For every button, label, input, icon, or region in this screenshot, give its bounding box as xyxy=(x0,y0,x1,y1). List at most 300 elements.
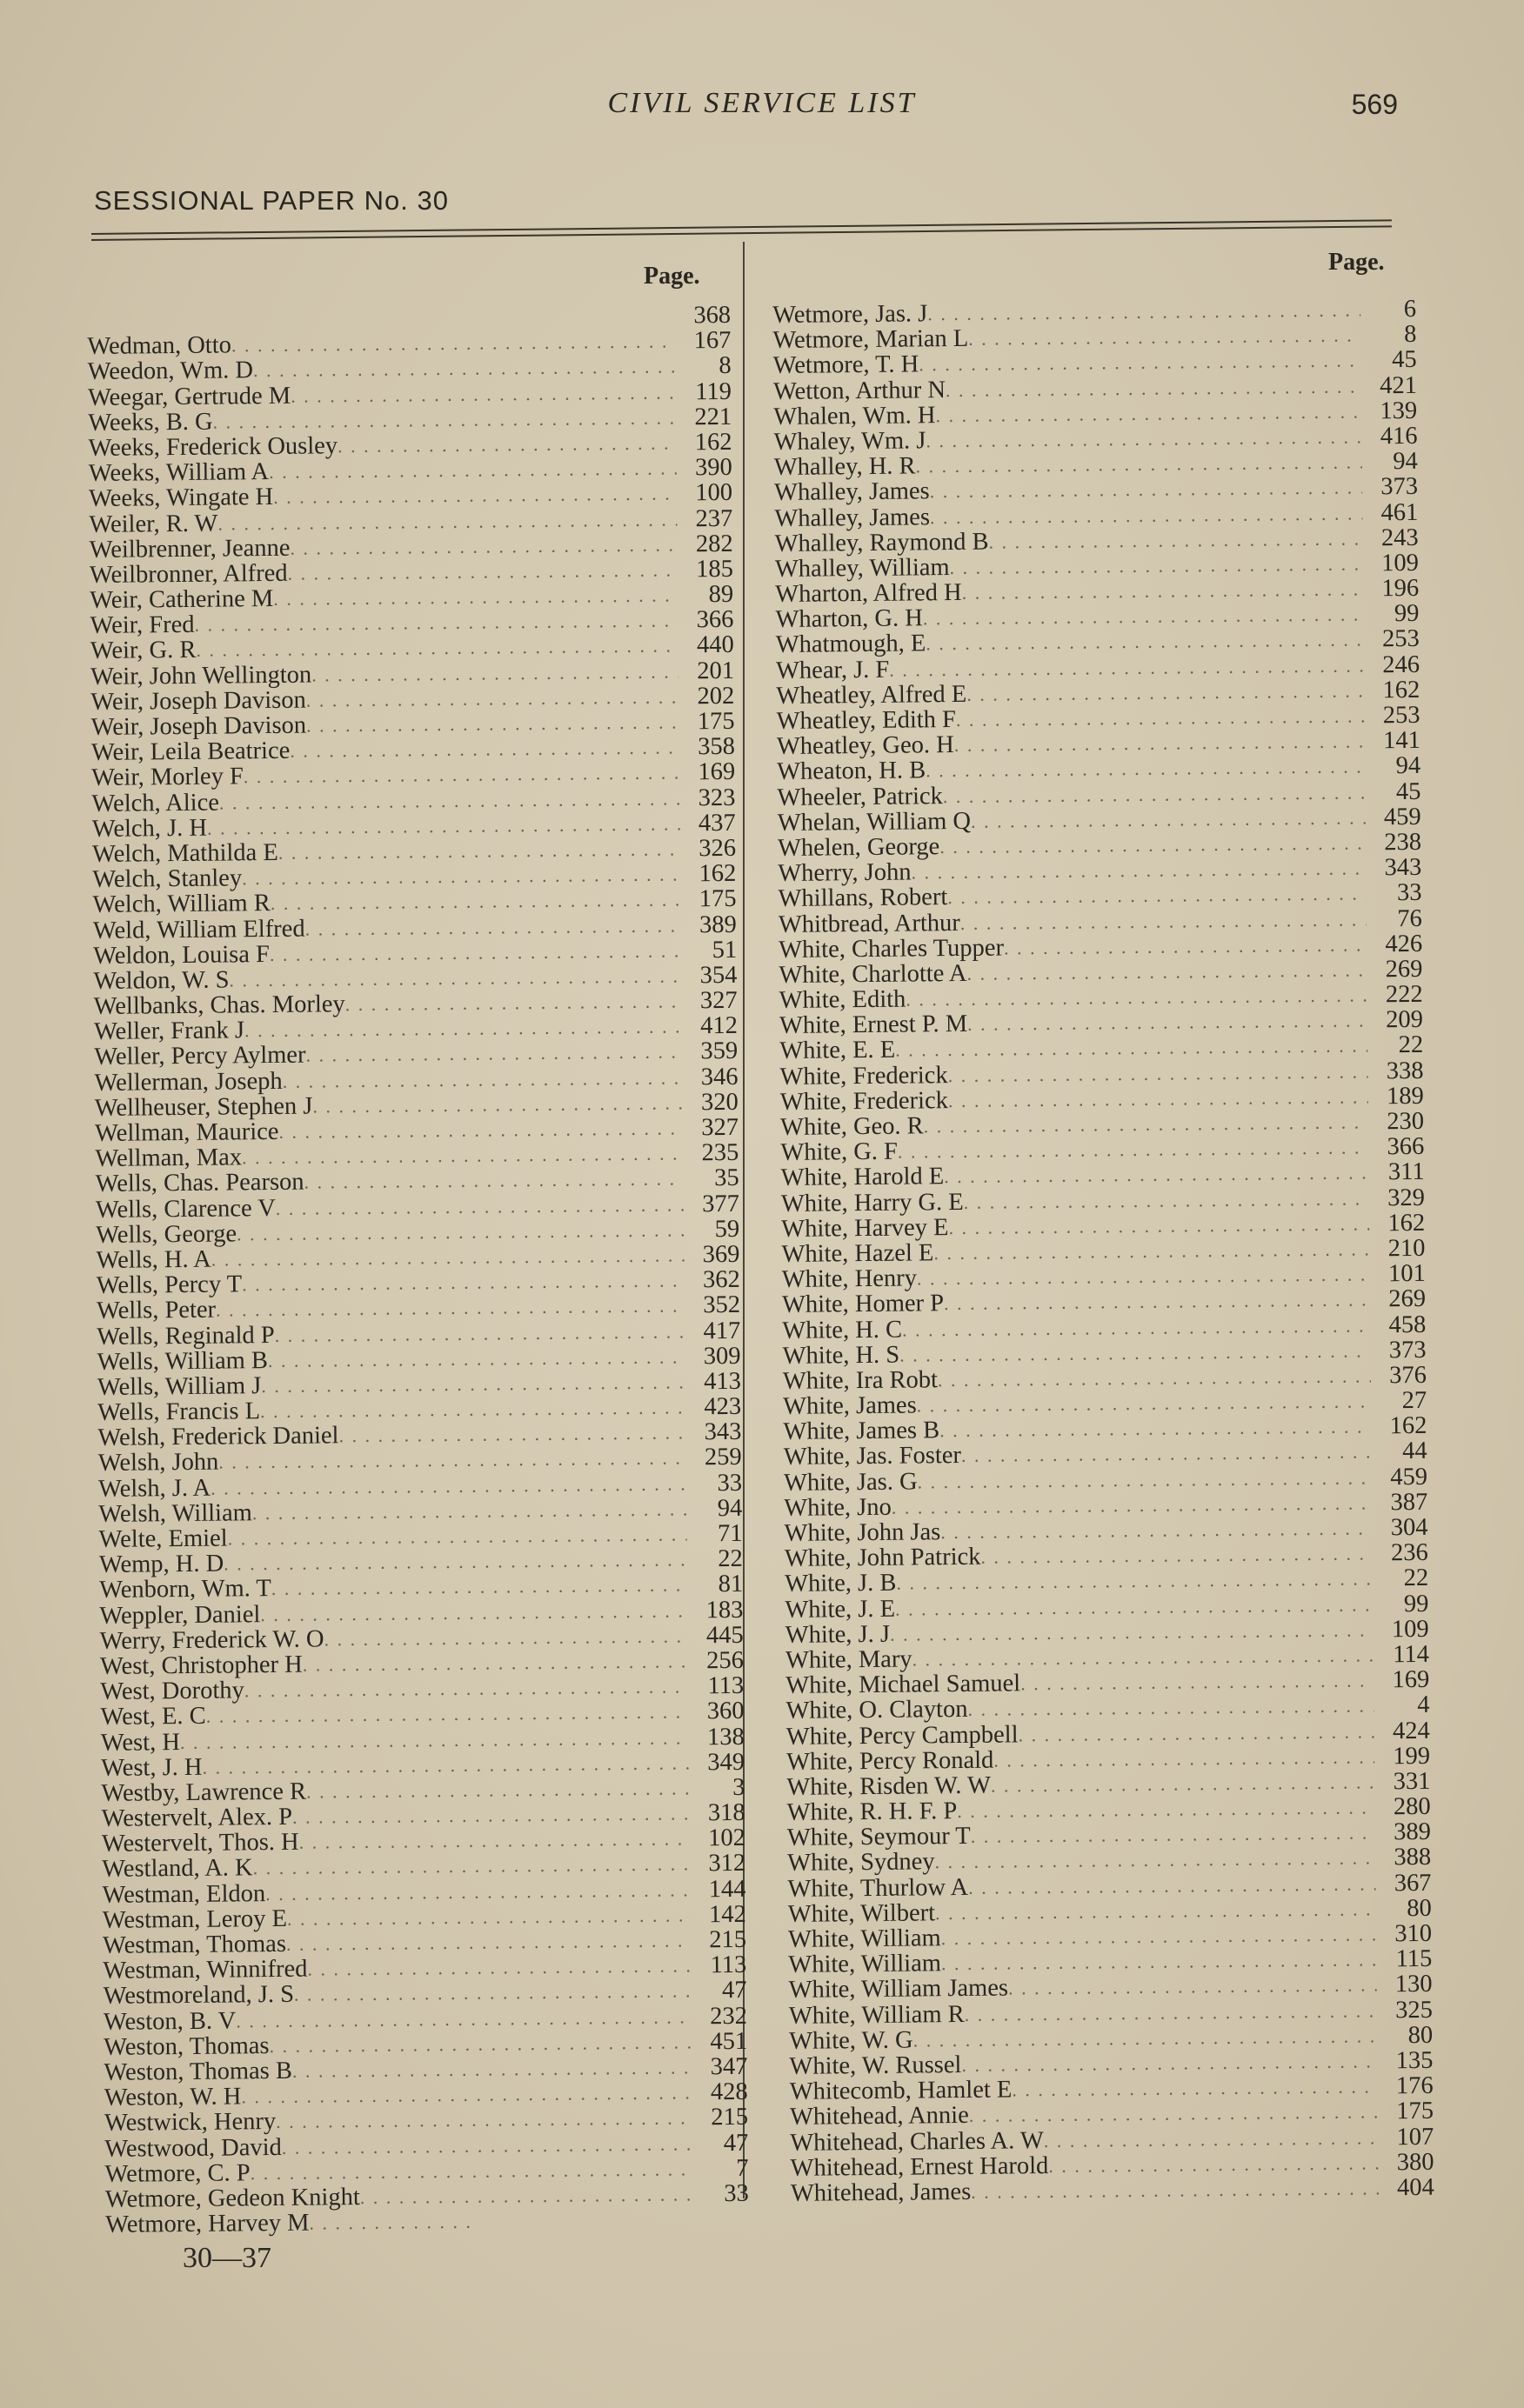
index-entry xyxy=(791,2175,1434,2206)
entry-name: Wheatley, Alfred E xyxy=(776,680,967,710)
entry-page-number: 4 xyxy=(1417,1691,1430,1719)
entry-page-number: 390 xyxy=(694,454,732,482)
entry-page-number: 451 xyxy=(710,2027,748,2055)
entry-page-number: 210 xyxy=(1387,1234,1426,1263)
entry-page-number: 196 xyxy=(1381,574,1420,603)
leader-dots xyxy=(345,989,682,1017)
leader-dots xyxy=(961,1439,1372,1469)
entry-page-number: 320 xyxy=(700,1088,739,1117)
entry-page-number: 222 xyxy=(1385,980,1423,1009)
entry-name: Westman, Leroy E xyxy=(102,1904,288,1934)
entry-page-number: 338 xyxy=(1386,1057,1424,1084)
entry-page-number: 367 xyxy=(1394,1869,1432,1897)
entry-name: Welch, Alice xyxy=(91,789,220,817)
leader-dots xyxy=(291,379,676,408)
leader-dots xyxy=(947,881,1367,911)
entry-name: White, Frederick xyxy=(779,1086,949,1116)
page-number: 569 xyxy=(1351,89,1398,120)
entry-name: White, Michael Samuel xyxy=(785,1670,1021,1700)
entry-name: Welch, Stanley xyxy=(92,864,243,894)
leader-dots xyxy=(966,677,1364,707)
entry-page-number: 142 xyxy=(708,1900,746,1929)
entry-page-number: 269 xyxy=(1385,955,1423,984)
leader-dots xyxy=(930,500,1363,530)
entry-name: White, William xyxy=(787,1924,941,1953)
entry-name: Wells, Clarence V xyxy=(95,1194,276,1224)
leader-dots xyxy=(948,1211,1369,1240)
entry-name: White, Seymour T xyxy=(786,1823,971,1852)
entry-page-number: 45 xyxy=(1395,777,1421,805)
entry-page-number: 8 xyxy=(719,352,732,380)
leader-dots xyxy=(980,1541,1373,1571)
entry-name: White, W. G xyxy=(789,2026,913,2055)
entry-page-number: 94 xyxy=(1395,752,1421,780)
leader-dots xyxy=(962,577,1364,606)
entry-name: Welte, Emiel xyxy=(98,1524,228,1553)
entry-page-number: 141 xyxy=(1382,727,1421,755)
entry-name: White, E. E xyxy=(779,1037,896,1065)
leader-dots xyxy=(966,957,1367,986)
leader-dots xyxy=(268,1344,685,1373)
entry-name: White, Henry xyxy=(781,1264,918,1294)
entry-page-number: 114 xyxy=(1393,1640,1430,1669)
entry-name: Werry, Frederick W. O xyxy=(99,1625,324,1655)
leader-dots xyxy=(1012,2074,1378,2103)
entry-page-number: 185 xyxy=(696,555,734,584)
entry-page-number: 366 xyxy=(696,606,734,634)
entry-name: Weilbronner, Alfred xyxy=(89,559,288,589)
leader-dots xyxy=(271,887,681,917)
entry-name: Weeks, Wingate H xyxy=(88,484,274,513)
leader-dots xyxy=(947,1058,1367,1088)
sessional-paper-label: SESSIONAL PAPER No. 30 xyxy=(94,185,449,216)
leader-dots xyxy=(971,2175,1379,2205)
entry-name: Weld, William Elfred xyxy=(92,915,305,944)
leader-dots xyxy=(306,1775,690,1804)
entry-page-number: 259 xyxy=(704,1444,742,1471)
entry-name: Whillans, Robert xyxy=(778,884,948,913)
entry-name: Wellheuser, Stephen J xyxy=(94,1092,313,1122)
entry-page-number: 416 xyxy=(1380,422,1418,450)
entry-page-number: 175 xyxy=(1396,2098,1434,2125)
entry-page-number xyxy=(474,2208,530,2234)
entry-page-number: 102 xyxy=(708,1824,746,1852)
entry-page-number: 139 xyxy=(1380,397,1418,425)
entry-name: Wellerman, Joseph xyxy=(94,1067,283,1097)
entry-name: White, Thurlow A xyxy=(787,1873,969,1903)
entry-name: White, Wilbert xyxy=(787,1899,936,1928)
entry-page-number: 89 xyxy=(708,580,734,609)
leader-dots xyxy=(1018,1718,1374,1747)
leader-dots xyxy=(360,2181,693,2210)
entry-page-number: 404 xyxy=(1396,2173,1434,2202)
entry-name: Welsh, William xyxy=(98,1499,252,1528)
entry-name: Whitehead, Charles A. W xyxy=(790,2126,1044,2157)
entry-name: White, Risden W. W xyxy=(786,1771,992,1801)
leader-dots xyxy=(299,1826,691,1855)
entry-name: Welsh, Frederick Daniel xyxy=(97,1422,339,1452)
leader-dots xyxy=(304,1166,683,1195)
entry-name: Weeks, William A xyxy=(88,458,270,488)
leader-dots xyxy=(290,735,679,764)
entry-page-number: 325 xyxy=(1394,1996,1434,2024)
leader-dots xyxy=(938,1363,1371,1392)
entry-name: Westwood, David xyxy=(104,2133,282,2163)
entry-page-number: 238 xyxy=(1384,828,1422,857)
entry-page-number: 135 xyxy=(1395,2046,1434,2075)
entry-page-number: 232 xyxy=(709,2002,748,2030)
entry-page-number: 33 xyxy=(717,1469,743,1497)
leader-dots xyxy=(305,1039,682,1068)
entry-name: White, Jas. Foster xyxy=(783,1442,962,1471)
leader-dots xyxy=(271,1572,688,1602)
entry-page-number: 176 xyxy=(1395,2071,1434,2100)
leader-dots xyxy=(309,2209,474,2236)
entry-name: Weeks, B. G xyxy=(88,408,213,437)
entry-page-number: 215 xyxy=(711,2104,749,2131)
leader-dots xyxy=(278,836,680,865)
entry-name: Whalley, James xyxy=(774,503,931,532)
entry-page-number: 445 xyxy=(705,1621,744,1649)
leader-dots xyxy=(961,2048,1377,2078)
entry-name: White, Hazel E xyxy=(781,1239,934,1268)
leader-dots xyxy=(1020,1668,1374,1697)
entry-name: West, J. H xyxy=(100,1753,203,1782)
entry-name: White, Ira Robt xyxy=(782,1366,939,1395)
entry-page-number: 327 xyxy=(699,986,738,1015)
leader-dots xyxy=(324,1623,687,1651)
leader-dots xyxy=(939,1414,1372,1444)
entry-name: Weilbrenner, Jeanne xyxy=(89,534,291,564)
entry-name: Wells, Peter xyxy=(96,1296,217,1325)
entry-page-number: 373 xyxy=(1380,473,1419,501)
entry-name: Westman, Eldon xyxy=(102,1879,266,1909)
entry-name: Wharton, Alfred H xyxy=(775,578,962,609)
entry-page-number: 369 xyxy=(702,1240,740,1269)
entry-page-number: 44 xyxy=(1402,1437,1427,1465)
entry-name: Wells, George xyxy=(96,1220,237,1249)
entry-page-number: 35 xyxy=(713,1164,739,1192)
leader-dots xyxy=(939,830,1366,859)
entry-page-number: 236 xyxy=(1390,1539,1428,1567)
entry-page-number: 318 xyxy=(707,1798,745,1827)
leader-dots xyxy=(964,1185,1370,1215)
entry-name: Wetmore, Jas. J xyxy=(772,300,928,329)
leader-dots xyxy=(968,323,1360,352)
leader-dots xyxy=(287,1902,691,1931)
leader-dots xyxy=(968,1871,1376,1900)
entry-page-number: 162 xyxy=(698,859,737,888)
leader-dots xyxy=(276,1191,684,1221)
entry-name: Weppler, Daniel xyxy=(99,1600,261,1630)
entry-name: White, James B xyxy=(783,1417,940,1446)
entry-page-number: 175 xyxy=(697,707,735,736)
entry-name: White, O. Clayton xyxy=(785,1696,968,1725)
entry-page-number: 107 xyxy=(1396,2123,1434,2151)
leader-dots xyxy=(967,1693,1374,1723)
entry-name: Weir, John Wellington xyxy=(90,661,312,690)
leader-dots xyxy=(965,1998,1377,2027)
entry-page-number: 130 xyxy=(1394,1971,1433,1998)
entry-name: White, Jas. G xyxy=(783,1468,918,1497)
entry-page-number: 230 xyxy=(1387,1107,1425,1136)
entry-name: West, Christopher H xyxy=(99,1651,303,1680)
leader-dots xyxy=(244,760,680,790)
leader-dots xyxy=(935,398,1361,428)
entry-page-number: 459 xyxy=(1390,1463,1428,1491)
leader-dots xyxy=(940,1515,1373,1544)
entry-name: Weir, Morley F xyxy=(91,763,244,792)
leader-dots xyxy=(290,531,677,560)
entry-page-number: 100 xyxy=(695,479,733,507)
entry-page-number: 329 xyxy=(1387,1184,1426,1211)
entry-name: White, James xyxy=(783,1391,917,1421)
entry-page-number: 377 xyxy=(702,1190,740,1217)
entry-name: Wetmore, T. H xyxy=(772,350,919,380)
entry-page-number: 388 xyxy=(1394,1844,1432,1871)
entry-page-number: 280 xyxy=(1393,1792,1431,1821)
entry-page-number: 201 xyxy=(697,657,735,684)
entry-page-number: 311 xyxy=(1387,1158,1425,1186)
left-name-column xyxy=(87,303,749,2238)
entry-name: Wharton, G. H xyxy=(775,604,924,634)
leader-dots xyxy=(967,1008,1367,1037)
entry-name: Whitbread, Arthur xyxy=(778,909,960,938)
entry-page-number: 202 xyxy=(697,682,735,710)
entry-name: Weir, Leila Beatrice xyxy=(90,737,291,767)
leader-dots xyxy=(946,373,1361,403)
entry-name: Weston, W. H xyxy=(104,2083,242,2112)
leader-dots xyxy=(960,906,1367,936)
entry-name: White, H. S xyxy=(782,1341,900,1370)
entry-name: White, Sydney xyxy=(787,1848,935,1878)
entry-name: Wetmore, C. P xyxy=(104,2158,251,2188)
entry-name: Weiler, R. W xyxy=(89,510,218,538)
entry-page-number: 362 xyxy=(702,1265,740,1294)
entry-page-number: 253 xyxy=(1381,625,1420,653)
leader-dots xyxy=(260,1598,687,1627)
entry-page-number: 458 xyxy=(1388,1311,1427,1338)
leader-dots xyxy=(261,1369,685,1398)
entry-name: Wells, Reginald P xyxy=(97,1321,275,1351)
entry-name: Westland, A. K xyxy=(102,1854,253,1884)
entry-name: Wedman, Otto xyxy=(87,331,232,361)
entry-name: White, William James xyxy=(788,1974,1009,2004)
entry-name: White, Jno xyxy=(784,1493,892,1522)
leader-dots xyxy=(306,709,679,737)
entry-page-number: 109 xyxy=(1381,549,1420,577)
entry-page-number: 253 xyxy=(1382,701,1420,730)
entry-page-number: 246 xyxy=(1382,650,1420,678)
entry-name: Wellman, Max xyxy=(95,1144,243,1173)
entry-page-number: 22 xyxy=(718,1545,743,1573)
entry-page-number: 417 xyxy=(703,1317,741,1344)
entry-name: Whalley, Raymond B xyxy=(774,528,989,557)
entry-page-number: 359 xyxy=(700,1037,739,1065)
entry-name: White, Percy Campbell xyxy=(785,1720,1019,1751)
leader-dots xyxy=(253,1851,691,1881)
entry-page-number: 144 xyxy=(708,1875,746,1903)
entry-name: West, H xyxy=(100,1728,181,1757)
entry-page-number: 138 xyxy=(706,1723,745,1751)
entry-page-number: 175 xyxy=(698,885,737,913)
entry-page-number: 327 xyxy=(701,1113,739,1142)
entry-name: Whear, J. F xyxy=(775,656,890,684)
entry-name: Weir, Catherine M xyxy=(90,585,274,615)
entry-page-number: 437 xyxy=(698,809,736,837)
leader-dots xyxy=(283,1064,683,1094)
leader-dots xyxy=(276,2105,692,2135)
leader-dots xyxy=(1008,1972,1377,2001)
entry-name: Wells, Chas. Pearson xyxy=(95,1169,304,1198)
entry-page-number: 358 xyxy=(697,733,736,761)
leader-dots xyxy=(957,1794,1375,1824)
entry-name: White, Charles Tupper xyxy=(778,934,1005,964)
entry-name: White, J. E xyxy=(785,1595,896,1624)
entry-page-number: 45 xyxy=(1392,346,1417,374)
entry-page-number: 33 xyxy=(1396,879,1422,907)
leader-dots xyxy=(294,1978,692,2008)
entry-page-number: 368 xyxy=(693,301,732,330)
entry-page-number: 413 xyxy=(703,1367,742,1396)
entry-name: White, Frederick xyxy=(779,1061,948,1091)
entry-name: Wells, William J xyxy=(97,1372,262,1401)
entry-name: Wetmore, Marian L xyxy=(772,325,969,355)
entry-name: Westwick, Henry xyxy=(104,2108,277,2138)
entry-page-number: 162 xyxy=(1382,676,1420,704)
leader-dots xyxy=(252,1496,687,1525)
entry-name: White, J. J xyxy=(785,1620,891,1649)
entry-page-number: 8 xyxy=(1403,321,1417,349)
leader-dots xyxy=(971,1820,1375,1850)
entry-page-number: 309 xyxy=(703,1342,741,1370)
entry-name: Wetmore, Gedeon Knight xyxy=(104,2183,360,2213)
entry-page-number: 113 xyxy=(707,1671,745,1700)
leader-dots xyxy=(944,1160,1369,1190)
entry-name: Wheatley, Edith F xyxy=(776,705,957,735)
entry-page-number: 7 xyxy=(736,2154,749,2182)
entry-page-number: 169 xyxy=(1392,1665,1430,1694)
entry-page-number: 312 xyxy=(708,1850,746,1878)
entry-name: White, G. F xyxy=(780,1137,899,1167)
entry-name: Whaley, Wm. J xyxy=(773,427,926,456)
entry-page-number: 440 xyxy=(696,631,734,659)
leader-dots xyxy=(1044,2125,1379,2153)
leader-dots xyxy=(270,937,682,967)
entry-name: Wellbanks, Chas. Morley xyxy=(93,991,345,1021)
entry-name: Whelen, George xyxy=(777,833,940,862)
leader-dots xyxy=(338,1420,685,1449)
entry-page-number: 209 xyxy=(1386,1006,1424,1034)
entry-page-number: 162 xyxy=(1389,1412,1427,1440)
entry-name: White, William R xyxy=(788,2000,965,2030)
entry-name: White, Harvey E xyxy=(781,1213,949,1243)
leader-dots xyxy=(926,424,1361,453)
entry-page-number: 113 xyxy=(710,1951,747,1979)
entry-page-number: 99 xyxy=(1403,1590,1429,1618)
entry-name: Welsh, John xyxy=(97,1449,219,1477)
entry-name: White, W. Russel xyxy=(789,2051,962,2080)
leader-dots xyxy=(275,1318,685,1348)
entry-name: West, Dorothy xyxy=(100,1677,244,1706)
leader-dots xyxy=(991,1769,1375,1798)
entry-name: Weir, Joseph Davison xyxy=(90,686,306,716)
entry-page-number: 243 xyxy=(1380,524,1419,551)
leader-dots xyxy=(927,297,1360,327)
entry-page-number: 94 xyxy=(717,1494,743,1522)
entry-name: Welsh, J. A xyxy=(97,1474,211,1503)
entry-page-number: 221 xyxy=(694,403,732,431)
entry-page-number: 99 xyxy=(1394,600,1420,628)
entry-name: Weir, Joseph Davison xyxy=(90,711,307,741)
entry-name: Whalley, James xyxy=(773,477,930,507)
entry-name: Whitecomb, Hamlet E xyxy=(789,2076,1013,2106)
entry-name: Westmoreland, J. S xyxy=(103,1981,295,2011)
entry-page-number: 101 xyxy=(1387,1259,1426,1288)
entry-page-number: 81 xyxy=(718,1571,744,1598)
leader-dots xyxy=(949,550,1363,580)
entry-name: Weir, Fred xyxy=(90,611,195,640)
leader-dots xyxy=(311,658,678,687)
entry-page-number: 76 xyxy=(1397,904,1422,932)
entry-name: Wemp, H. D xyxy=(98,1550,224,1579)
entry-page-number: 354 xyxy=(699,961,738,990)
entry-page-number: 389 xyxy=(698,911,737,938)
leader-dots xyxy=(988,525,1362,554)
entry-page-number: 366 xyxy=(1387,1133,1425,1161)
entry-page-number: 22 xyxy=(1403,1564,1429,1592)
entry-name: Wells, Francis L xyxy=(97,1397,261,1427)
entry-page-number: 269 xyxy=(1388,1285,1427,1313)
entry-name: Weston, Thomas B xyxy=(104,2057,293,2086)
entry-name: White, John Patrick xyxy=(784,1543,981,1573)
entry-page-number: 162 xyxy=(694,428,732,457)
leader-dots xyxy=(273,481,677,510)
entry-name: Wetmore, Harvey M xyxy=(105,2209,310,2238)
leader-dots xyxy=(253,354,676,384)
leader-dots xyxy=(971,804,1366,834)
entry-page-number: 360 xyxy=(706,1698,745,1725)
entry-page-number: 387 xyxy=(1390,1488,1428,1517)
entry-name: Wheeler, Patrick xyxy=(777,782,943,811)
leader-dots xyxy=(956,703,1365,732)
entry-page-number: 423 xyxy=(704,1392,742,1421)
entry-page-number: 389 xyxy=(1394,1818,1432,1846)
entry-name: Weldon, W. S xyxy=(93,966,230,995)
entry-page-number: 109 xyxy=(1391,1615,1429,1643)
leader-dots xyxy=(948,1084,1368,1113)
entry-page-number: 235 xyxy=(701,1139,739,1167)
entry-page-number: 115 xyxy=(1395,1944,1433,1973)
leader-dots xyxy=(941,1947,1377,1977)
entry-page-number: 421 xyxy=(1380,371,1418,399)
entry-name: Weller, Frank J xyxy=(93,1017,245,1046)
entry-page-number: 47 xyxy=(723,2129,749,2157)
entry-name: White, John Jas xyxy=(784,1518,941,1547)
entry-name: Wheatley, Geo. H xyxy=(776,731,954,761)
entry-page-number: 428 xyxy=(710,2078,748,2106)
entry-page-number: 343 xyxy=(704,1418,742,1446)
entry-page-number: 346 xyxy=(700,1063,739,1091)
entry-name: Whitehead, Ernest Harold xyxy=(790,2151,1049,2182)
entry-page-number: 183 xyxy=(705,1596,744,1624)
entry-page-number: 199 xyxy=(1393,1742,1431,1770)
entry-page-number: 215 xyxy=(709,1925,747,1954)
entry-page-number: 80 xyxy=(1407,1894,1432,1922)
leader-dots xyxy=(287,557,678,585)
leader-dots xyxy=(306,684,679,712)
entry-page-number: 119 xyxy=(695,377,732,405)
